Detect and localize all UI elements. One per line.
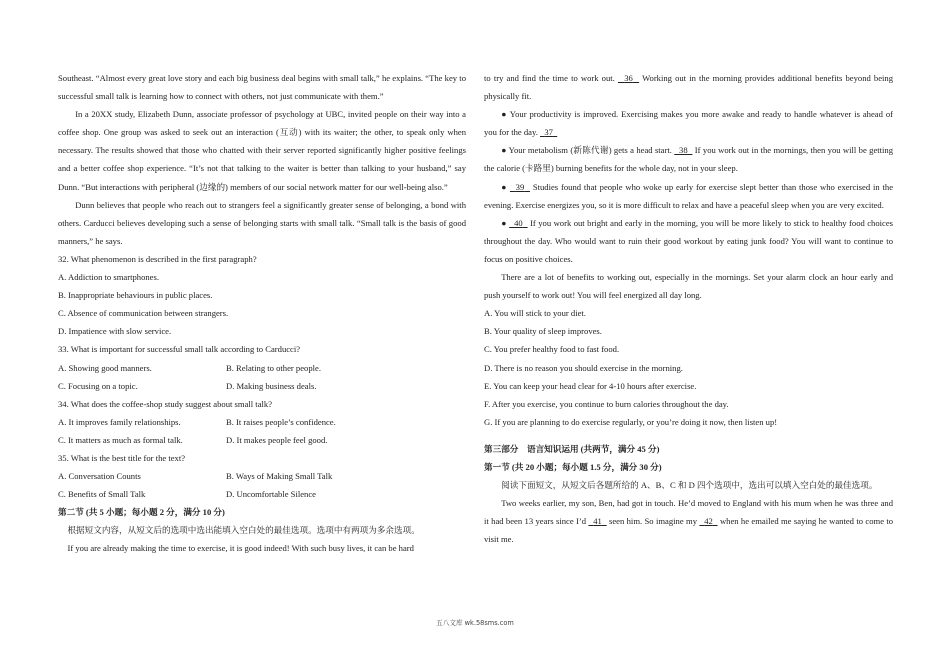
right-column [484,69,893,548]
answer-option: B. Inappropriate behaviours in public places. [58,290,213,301]
text-run: when he emailed me saying he wanted to come to visit me. [484,516,894,545]
text-run: seen him. So imagine my [608,516,698,527]
left-column [58,69,466,558]
option-row [58,377,466,395]
bullet-paragraph [484,178,893,214]
text-run: If you work out bright and early in the morning, you will be more likely to stick to healthy food choices throughout the day. Who would want to ruin their good workout by eating junk food? You will want to continue to focus on positive choices. [484,217,894,264]
question-35 [58,449,466,503]
answer-option: D. It makes people feel good. [226,434,328,445]
answer-option: D. Impatience with slow service. [58,326,172,337]
blank-37 [540,127,557,137]
bullet-paragraph [484,214,893,268]
blank-number: 38 [679,145,688,156]
option-item: G. If you are planning to do exercise regularly, or you’re doing it now, then listen up! [484,416,778,427]
question-33 [58,340,466,394]
blank-number: 36 [624,73,633,83]
passage-paragraph: In a 20XX study, Elizabeth Dunn, associate professor of psychology at UBC, invited people on their way into a coffee shop. One group was asked to seek out an interaction (互动) with its waiter; the other, to speak only when necessary. The results showed that those who chatted with their server reported significantly higher positive feelings and a better coffee shop experience. “It’s not that talking to the waiter is better than talking to your husband,” say Dunn. “But interactions with peripheral (边缘的) members of our social network matter for our well-being also.” [58,109,466,192]
blank-38 [674,145,692,155]
answer-option: D. Uncomfortable Silence [226,489,316,500]
section-instructions: 阅读下面短文，从短文后各题所给的 A、B、C 和 D 四个选项中，选出可以填入空白处的最佳选项。 [501,480,878,491]
blank-number: 40 [514,217,523,228]
blank-number: 39 [515,181,525,192]
passage-paragraph [484,69,893,105]
text-run: Studies found that people who woke up early for exercise slept better than those who exercised in the evening. Exercise energizes you, so it is more difficult to relax and have a peaceful sleep when you are very excited. [484,181,894,210]
option-row [58,359,466,377]
passage-paragraph [484,494,893,548]
answer-option: A. Showing good manners. [58,362,152,373]
blank-42 [699,516,717,526]
option-item: E. You can keep your head clear for 4-10 hours after exercise. [484,380,697,391]
answer-option: B. Relating to other people. [226,362,321,373]
question-stem: 33. What is important for successful small talk according to Carducci? [58,344,301,355]
question-stem: 35. What is the best title for the text? [58,452,186,463]
text-run: Two weeks earlier, my son, Ben, had got in touch. He’d moved to England with his mum when he was three and it had been 13 years since I’d [484,498,893,527]
option-row [58,431,466,449]
blank-39 [510,182,530,192]
question-32 [58,250,466,340]
question-stem: 34. What does the coffee-shop study suggest about small talk? [58,398,273,409]
text-run: ● Your productivity is improved. Exercising makes you more awake and ready to handle whatever is ahead of you for the day. [484,109,893,138]
text-run: to try and find the time to work out. [484,73,615,83]
passage-paragraph: Southeast. “Almost every great love story and each big business deal begins with small talk,” he explains. “The key to successful small talk is learning how to connect with others, not just communicate with them.” [58,73,466,102]
blank-40 [509,218,527,228]
section-heading: 第一节 (共 20 小题；每小题 1.5 分，满分 30 分) [484,461,662,472]
blank-number: 41 [593,516,602,527]
option-item: A. You will stick to your diet. [484,308,586,319]
text-run: If you work out in the mornings, then you will be getting the calorie (卡路里) burning benefits for the whole day, not in your sleep. [484,145,894,174]
option-item: C. You prefer healthy food to fast food. [484,344,620,355]
option-row [58,467,466,485]
answer-option: D. Making business deals. [226,380,317,391]
blank-36 [618,73,639,83]
blank-41 [588,516,606,526]
spacer [484,431,893,440]
bullet-paragraph [484,105,893,141]
text-run: ● Your metabolism (新陈代谢) gets a head start. [501,145,672,156]
page-footer: 五八文库 wk.58sms.com [436,619,514,627]
answer-option: C. Focusing on a topic. [58,380,138,391]
answer-option: A. Conversation Counts [58,471,141,482]
section-heading: 第二节 (共 5 小题；每小题 2 分，满分 10 分) [58,507,225,518]
blank-number: 37 [544,127,553,138]
answer-option: C. Absence of communication between strangers. [58,308,229,319]
option-item: B. Your quality of sleep improves. [484,326,602,337]
answer-option: C. Benefits of Small Talk [58,489,146,500]
section-instructions: 根据短文内容，从短文后的选项中选出能填入空白处的最佳选项。选项中有两项为多余选项。 [67,525,420,536]
option-item: D. There is no reason you should exercise in the morning. [484,362,683,373]
bullet-paragraph [484,141,893,177]
answer-option: C. It matters as much as formal talk. [58,434,183,445]
bullet-icon: ● [501,217,507,228]
question-stem: 32. What phenomenon is described in the first paragraph? [58,253,257,264]
options-list [484,304,893,431]
option-row [58,485,466,503]
option-row [58,413,466,431]
answer-option: B. Ways of Making Small Talk [226,471,333,482]
answer-option: A. Addiction to smartphones. [58,272,159,283]
passage-paragraph: There are a lot of benefits to working out, especially in the mornings. Set your alarm clock an hour early and push yourself to work out! You will feel energized all day long. [484,272,893,301]
answer-option: B. It raises people’s confidence. [226,416,336,427]
text-run: Working out in the morning provides additional benefits beyond being physically fit. [484,73,894,102]
question-34 [58,395,466,449]
option-item: F. After you exercise, you continue to burn calories throughout the day. [484,398,729,409]
bullet-icon: ● [501,181,508,192]
blank-number: 42 [704,516,713,527]
passage-paragraph: If you are already making the time to exercise, it is good indeed! With such busy lives, it can be hard [67,543,414,554]
passage-paragraph: Dunn believes that people who reach out to strangers feel a significantly greater sense of belonging, a bond with others. Carducci believes developing such a sense of belonging starts with small talk. “Small talk is the basis of good manners,” he says. [58,199,466,246]
part-heading: 第三部分 语言知识运用 (共两节，满分 45 分) [484,443,660,454]
answer-option: A. It improves family relationships. [58,416,181,427]
